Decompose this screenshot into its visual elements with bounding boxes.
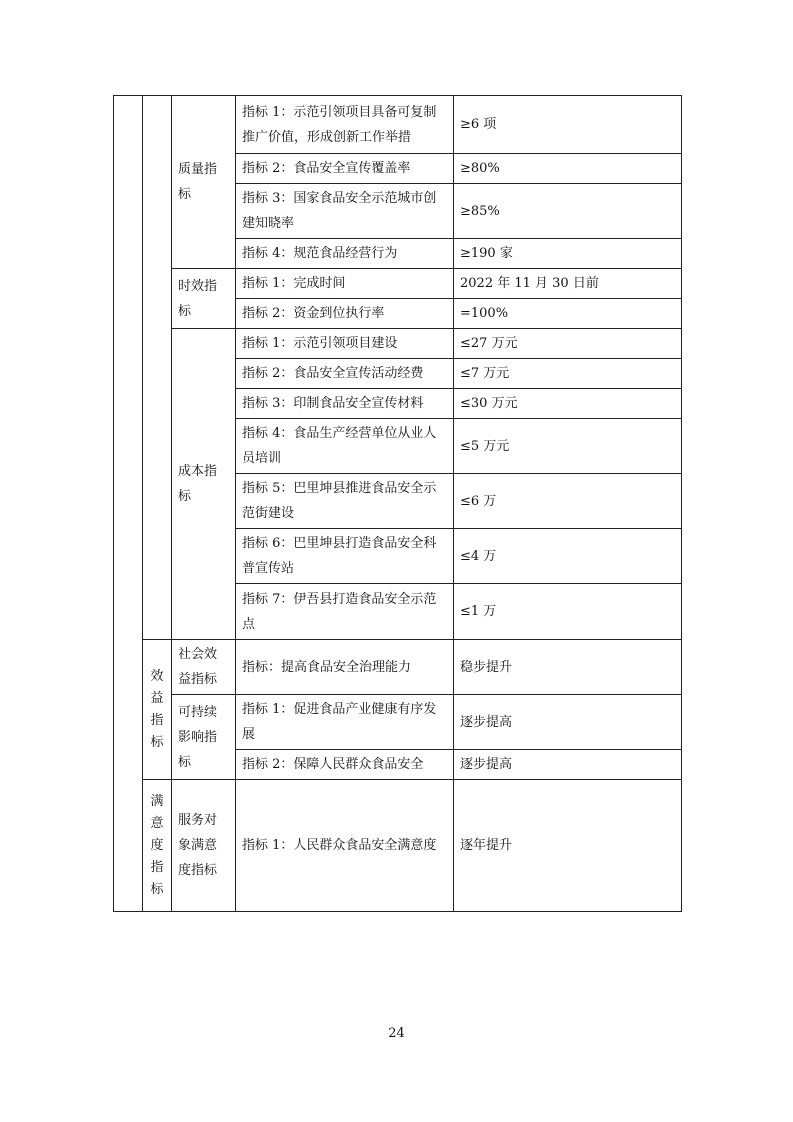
indicator-value: ≥190 家: [454, 239, 682, 269]
indicator-name: 指标 2：食品安全宣传活动经费: [236, 359, 454, 389]
table-row: [114, 780, 682, 912]
category-char: 标: [150, 881, 164, 897]
indicator-name: 指标 7：伊吾县打造食品安全示范点: [236, 584, 454, 640]
cost-indicator-label: 成本指标: [172, 329, 236, 640]
performance-indicator-table: [113, 95, 682, 912]
category-char: 指: [150, 712, 164, 728]
page-number: 24: [388, 1026, 405, 1041]
indicator-name: 指标 1：完成时间: [236, 269, 454, 299]
indicator-name: 指标：提高食品安全治理能力: [236, 640, 454, 695]
quality-indicator-label: 质量指标: [172, 96, 236, 269]
indicator-name: 指标 4：规范食品经营行为: [236, 239, 454, 269]
indicator-value: 稳步提升: [454, 640, 682, 695]
table-row: [114, 329, 682, 359]
category-char: 度: [150, 837, 164, 853]
indicator-name: 指标 1：促进食品产业健康有序发展: [236, 695, 454, 750]
indicator-value: ≤1 万: [454, 584, 682, 640]
indicator-name: 指标 2：食品安全宣传覆盖率: [236, 154, 454, 184]
indicator-value: ≤4 万: [454, 529, 682, 584]
category-char: 指: [150, 859, 164, 875]
indicator-value: ≥80%: [454, 154, 682, 184]
indicator-name: 指标 3：印制食品安全宣传材料: [236, 389, 454, 419]
indicator-name: 指标 1：示范引领项目具备可复制推广价值，形成创新工作举措: [236, 96, 454, 154]
satisfaction-indicator-category: [143, 780, 172, 912]
indicator-value: ≤6 万: [454, 474, 682, 529]
sustainable-impact-label: 可持续影响指标: [172, 695, 236, 780]
indicator-value: ≥6 项: [454, 96, 682, 154]
indicator-value: =100%: [454, 299, 682, 329]
outer-category-cell: [114, 96, 143, 912]
output-category-cell: [143, 96, 172, 640]
indicator-value: ≥85%: [454, 184, 682, 239]
table-row: [114, 695, 682, 750]
indicator-value: ≤5 万元: [454, 419, 682, 474]
category-char: 满: [150, 793, 164, 809]
indicator-name: 指标 3：国家食品安全示范城市创建知晓率: [236, 184, 454, 239]
indicator-name: 指标 4：食品生产经营单位从业人员培训: [236, 419, 454, 474]
benefit-indicator-category: [143, 640, 172, 780]
indicator-value: ≤7 万元: [454, 359, 682, 389]
category-char: 益: [150, 690, 164, 706]
table-row: [114, 269, 682, 299]
indicator-name: 指标 6：巴里坤县打造食品安全科普宣传站: [236, 529, 454, 584]
indicator-value: 2022 年 11 月 30 日前: [454, 269, 682, 299]
indicator-value: 逐步提高: [454, 750, 682, 780]
indicator-value: ≤30 万元: [454, 389, 682, 419]
indicator-value: 逐年提升: [454, 780, 682, 912]
category-char: 意: [150, 815, 164, 831]
service-satisfaction-label: 服务对象满意度指标: [172, 780, 236, 912]
timeliness-indicator-label: 时效指标: [172, 269, 236, 329]
indicator-value: 逐步提高: [454, 695, 682, 750]
social-benefit-label: 社会效益指标: [172, 640, 236, 695]
category-char: 效: [150, 668, 164, 684]
table-row: [114, 640, 682, 695]
indicator-name: 指标 1：人民群众食品安全满意度: [236, 780, 454, 912]
indicator-name: 指标 1：示范引领项目建设: [236, 329, 454, 359]
indicator-name: 指标 5：巴里坤县推进食品安全示范街建设: [236, 474, 454, 529]
category-char: 标: [150, 734, 164, 750]
indicator-name: 指标 2：资金到位执行率: [236, 299, 454, 329]
table-row: [114, 96, 682, 154]
indicator-name: 指标 2：保障人民群众食品安全: [236, 750, 454, 780]
indicator-value: ≤27 万元: [454, 329, 682, 359]
